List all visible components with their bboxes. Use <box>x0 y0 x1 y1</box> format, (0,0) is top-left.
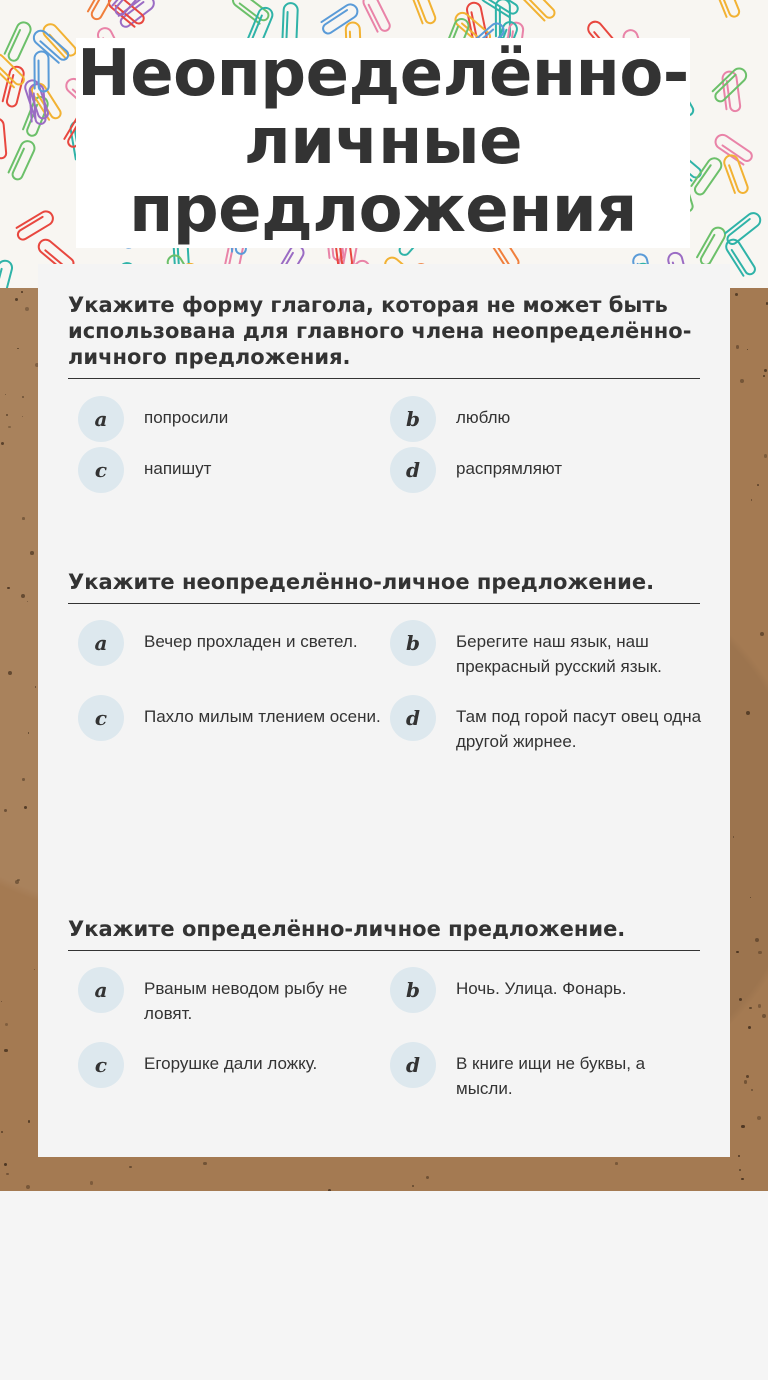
cardboard-speck <box>24 806 28 810</box>
cardboard-speck <box>5 394 7 396</box>
cardboard-speck <box>1 1001 2 1002</box>
option-letter-bubble: b <box>390 620 436 666</box>
cardboard-speck <box>412 1185 414 1187</box>
option-text: люблю <box>456 408 511 427</box>
cardboard-speck <box>27 601 28 602</box>
question-prompt: Укажите неопределённо-личное предложение. <box>68 569 700 604</box>
option-text: В книге ищи не буквы, а мысли. <box>456 1054 646 1098</box>
option-text: попросили <box>144 408 229 427</box>
cardboard-speck <box>735 293 738 296</box>
cardboard-speck <box>6 1173 9 1176</box>
cardboard-speck <box>749 1007 752 1010</box>
option-text: Ночь. Улица. Фонарь. <box>456 979 627 998</box>
cardboard-speck <box>7 587 10 590</box>
option-letter-bubble: d <box>390 1042 436 1088</box>
option-text: Там под горой пасут овец одна другой жирнее. <box>456 707 702 751</box>
paperclip-icon <box>690 156 724 197</box>
cardboard-speck <box>22 778 25 781</box>
option-letter-bubble: a <box>78 620 124 666</box>
option-text: напишут <box>144 459 212 478</box>
cardboard-speck <box>764 454 768 458</box>
question-1 <box>68 292 700 379</box>
cardboard-speck <box>751 499 753 501</box>
question-prompt: Укажите форму глагола, которая не может быть использована для главного члена неопределённо-личного предложения. <box>68 292 700 379</box>
cardboard-speck <box>1 1131 3 1133</box>
cardboard-speck <box>748 1026 751 1029</box>
paperclip-icon <box>14 209 55 242</box>
cardboard-speck <box>28 1120 30 1122</box>
cardboard-speck <box>21 291 23 293</box>
cardboard-speck <box>750 897 751 898</box>
option-letter-bubble: c <box>78 447 124 493</box>
cardboard-speck <box>741 1125 744 1128</box>
cardboard-speck <box>8 671 12 675</box>
paperclip-icon <box>230 0 270 25</box>
cardboard-speck <box>129 1166 132 1169</box>
option-letter-bubble: c <box>78 1042 124 1088</box>
cardboard-speck <box>90 1181 93 1184</box>
cardboard-speck <box>763 375 765 377</box>
cardboard-speck <box>22 517 25 520</box>
cardboard-speck <box>755 938 759 942</box>
cardboard-speck <box>747 349 748 350</box>
cardboard-speck <box>764 369 767 372</box>
cardboard-speck <box>4 809 7 812</box>
cardboard-speck <box>758 951 761 954</box>
cardboard-speck <box>760 632 764 636</box>
option-letter-bubble: c <box>78 695 124 741</box>
cardboard-speck <box>34 969 35 970</box>
cardboard-speck <box>751 1089 754 1092</box>
paperclip-icon <box>361 0 391 34</box>
option-text: Берегите наш язык, наш прекрасный русский язык. <box>456 632 662 676</box>
cardboard-speck <box>8 426 11 429</box>
cardboard-speck <box>203 1162 207 1166</box>
option-text: Пахло милым тлением осени. <box>144 707 381 726</box>
cardboard-speck <box>762 1014 766 1018</box>
option-text: Рваным неводом рыбу не ловят. <box>144 979 348 1023</box>
paperclip-icon <box>0 118 7 159</box>
cardboard-speck <box>738 1155 740 1157</box>
question-3 <box>68 916 700 951</box>
cardboard-speck <box>4 1163 7 1166</box>
paperclip-icon <box>519 0 557 23</box>
cardboard-speck <box>25 307 29 311</box>
cardboard-speck <box>1 442 5 446</box>
cardboard-speck <box>740 379 744 383</box>
page-title: Неопределённо-личные предложения <box>77 37 689 247</box>
cardboard-speck <box>744 1080 748 1084</box>
paperclip-icon <box>31 28 70 65</box>
option-letter-bubble: a <box>78 396 124 442</box>
option-letter-bubble: b <box>390 396 436 442</box>
cardboard-speck <box>15 298 18 301</box>
option-text: Егорушке дали ложку. <box>144 1054 318 1073</box>
paperclip-icon <box>713 0 741 20</box>
cardboard-speck <box>5 1023 8 1026</box>
cardboard-speck <box>758 1004 761 1007</box>
option-letter-bubble: b <box>390 967 436 1013</box>
option-letter-bubble: a <box>78 967 124 1013</box>
cardboard-speck <box>328 1189 331 1191</box>
cardboard-speck <box>733 836 735 838</box>
paperclip-icon <box>696 225 728 267</box>
cardboard-speck <box>615 1162 618 1165</box>
cardboard-speck <box>35 686 37 688</box>
cardboard-speck <box>757 484 759 486</box>
paperclip-icon <box>319 2 360 36</box>
option-letter-bubble: d <box>390 447 436 493</box>
paperclip-icon <box>7 139 36 181</box>
cardboard-speck <box>22 396 24 398</box>
cardboard-speck <box>26 1185 30 1189</box>
cardboard-speck <box>741 1178 744 1181</box>
cardboard-speck <box>21 594 25 598</box>
cardboard-speck <box>4 1049 8 1053</box>
cardboard-speck <box>17 879 20 882</box>
cardboard-speck <box>746 711 750 715</box>
cardboard-speck <box>736 951 739 954</box>
cardboard-speck <box>757 1116 761 1120</box>
cardboard-speck <box>6 414 8 416</box>
option-letter-bubble: d <box>390 695 436 741</box>
question-prompt: Укажите определённо-личное предложение. <box>68 916 700 951</box>
cardboard-speck <box>739 998 743 1002</box>
cardboard-speck <box>746 1075 750 1079</box>
option-text: распрямляют <box>456 459 563 478</box>
cardboard-speck <box>28 732 30 734</box>
question-2 <box>68 569 700 604</box>
cardboard-speck <box>22 416 23 417</box>
cardboard-speck <box>739 1169 741 1171</box>
paperclip-icon <box>409 0 437 26</box>
paperclip-icon <box>3 20 32 62</box>
option-text: Вечер прохладен и светел. <box>144 632 358 651</box>
cardboard-speck <box>30 551 34 555</box>
cardboard-speck <box>17 348 18 349</box>
cardboard-speck <box>736 345 740 349</box>
cardboard-speck <box>426 1176 430 1180</box>
paperclip-icon <box>0 259 14 290</box>
